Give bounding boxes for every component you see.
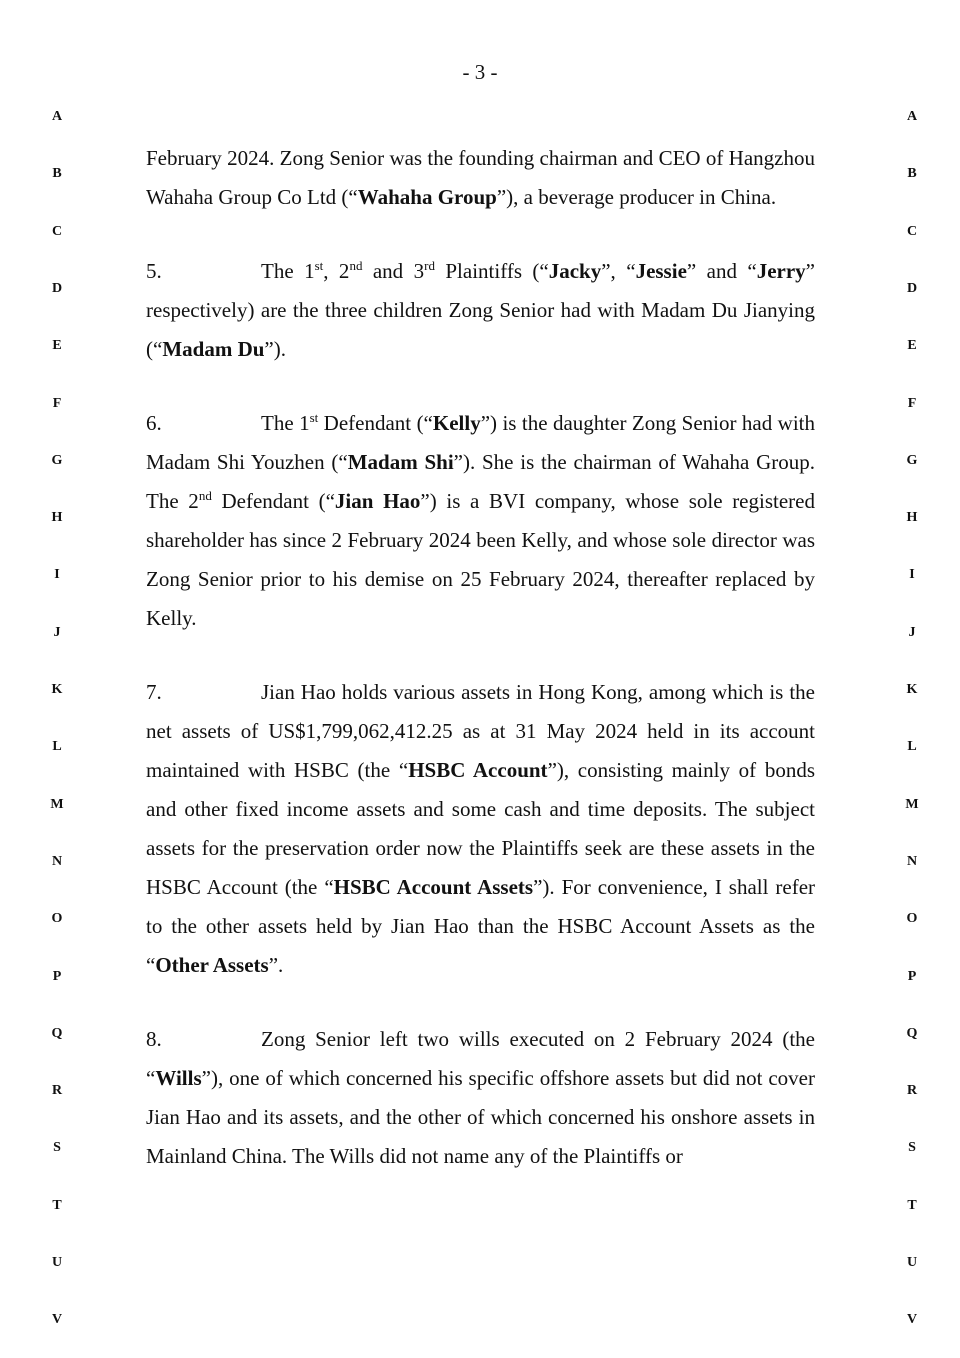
right-margin-letter-p: P — [907, 968, 917, 984]
left-margin-letter-c: C — [51, 223, 63, 239]
left-margin-letter-d: D — [51, 280, 63, 296]
left-margin-letter-m: M — [50, 796, 64, 812]
paragraph-text: ”, “ — [601, 259, 636, 283]
page-number: - 3 - — [462, 60, 498, 84]
right-margin-letter-g: G — [906, 452, 918, 468]
paragraph-text: Defendant (“ — [211, 489, 335, 513]
paragraph-text: Plaintiffs (“ — [434, 259, 549, 283]
left-margin-letter-o: O — [51, 911, 63, 927]
right-margin-letter-i: I — [909, 567, 915, 583]
ordinal-suffix: st — [309, 410, 319, 425]
defined-term: Jian Hao — [334, 489, 421, 513]
ordinal-suffix: rd — [424, 258, 435, 273]
paragraph-8 — [146, 1020, 815, 1176]
paragraph-text: ” and “ — [686, 259, 757, 283]
left-margin-letters — [42, 0, 72, 1358]
right-margin-letter-v: V — [906, 1312, 918, 1328]
defined-term: HSBC Account — [408, 758, 548, 782]
left-margin-letter-e: E — [52, 338, 62, 354]
paragraph-text: The 1 — [261, 259, 315, 283]
right-margin-letter-o: O — [906, 911, 918, 927]
defined-term: Kelly — [432, 411, 481, 435]
right-margin-letter-a: A — [906, 109, 918, 124]
right-margin-letter-u: U — [906, 1255, 918, 1270]
right-margin-letter-s: S — [908, 1140, 916, 1156]
ordinal-suffix: nd — [198, 488, 212, 503]
paragraph-5 — [146, 252, 815, 369]
left-margin-letter-i: I — [54, 567, 60, 583]
paragraph-text: The 1 — [261, 411, 310, 435]
paragraph-number: 7. — [146, 680, 162, 704]
right-margin-letter-r: R — [906, 1083, 918, 1099]
right-margin-letter-j: J — [908, 624, 916, 640]
right-margin-letter-d: D — [906, 280, 918, 296]
left-margin-letter-h: H — [51, 510, 63, 526]
right-margin-letter-c: C — [906, 223, 918, 239]
left-margin-letter-l: L — [52, 739, 62, 755]
left-margin-letter-k: K — [51, 682, 63, 697]
left-margin-letter-n: N — [51, 853, 63, 869]
paragraph-text: ”). For convenience, I shall refer to the other assets held by Jian Hao than the HSBC Account Assets as the “ — [146, 875, 816, 977]
right-margin-letter-b: B — [907, 166, 917, 182]
defined-term: Jacky — [548, 259, 602, 283]
left-margin-letter-t: T — [52, 1197, 62, 1213]
paragraph-text: Defendant (“ — [318, 411, 433, 435]
paragraph-text: ”) is a BVI company, whose sole registered shareholder has since 2 February 2024 been Kelly, and whose sole director was Zong Senior prior to his demise on 25 February 2024, thereafter replaced by Kelly. — [146, 489, 815, 630]
left-margin-letter-r: R — [51, 1083, 63, 1099]
judgment-body — [146, 139, 815, 1176]
left-margin-letter-s: S — [53, 1140, 61, 1156]
right-margin-letter-q: Q — [906, 1025, 918, 1041]
paragraph-text: ”). She is the chairman of Wahaha Group. The 2 — [146, 450, 815, 513]
defined-term: Madam Shi — [347, 450, 454, 474]
defined-term: Wills — [155, 1066, 202, 1090]
paragraph-text: and 3 — [362, 259, 425, 283]
right-margin-letter-e: E — [907, 338, 917, 354]
paragraph-number: 8. — [146, 1027, 162, 1051]
paragraph-text: Jian Hao holds various assets in Hong Kong, among which is the net assets of US$1,799,062,412.25 as at 31 May 2024 held in its account maintained with HSBC (the “ — [146, 680, 815, 782]
paragraph-text: ”), a beverage producer in China. — [496, 185, 777, 209]
left-margin-letter-g: G — [51, 452, 63, 468]
right-margin-letter-k: K — [906, 682, 918, 697]
right-margin-letter-t: T — [907, 1197, 917, 1213]
left-margin-letter-j: J — [53, 624, 61, 640]
paragraph-text: ”). — [264, 337, 286, 361]
right-margin-letter-n: N — [906, 853, 918, 869]
right-margin-letter-m: M — [905, 796, 919, 812]
paragraph-7 — [146, 673, 815, 985]
defined-term: Wahaha Group — [357, 185, 497, 209]
paragraph-text: ”), consisting mainly of bonds and other fixed income assets and some cash and time deposits. The subject assets for the preservation order now the Plaintiffs seek are these assets in the HSBC Account (the “ — [146, 758, 816, 899]
defined-term: Jerry — [756, 259, 806, 283]
defined-term: HSBC Account Assets — [333, 875, 534, 899]
paragraph-text: ”), one of which concerned his specific offshore assets but did not cover Jian Hao and its assets, and the other of which concerned his onshore assets in Mainland China. The Wills did not name any of the Plaintiffs or — [146, 1066, 815, 1168]
paragraph-text: February 2024. Zong Senior was the founding chairman and CEO of Hangzhou Wahaha Group Co Ltd (“ — [146, 146, 815, 209]
paragraph-text: ”. — [268, 953, 284, 977]
paragraph-number: 6. — [146, 411, 162, 435]
paragraph-continued — [146, 139, 815, 217]
left-margin-letter-v: V — [51, 1312, 63, 1328]
left-margin-letter-p: P — [52, 968, 62, 984]
ordinal-suffix: nd — [349, 258, 363, 273]
paragraph-6 — [146, 404, 815, 638]
left-margin-letter-u: U — [51, 1255, 63, 1270]
defined-term: Other Assets — [155, 953, 269, 977]
left-margin-letter-q: Q — [51, 1025, 63, 1041]
left-margin-letter-b: B — [52, 166, 62, 182]
ordinal-suffix: st — [314, 258, 324, 273]
paragraph-text: , 2 — [323, 259, 350, 283]
paragraph-number: 5. — [146, 259, 162, 283]
left-margin-letter-a: A — [51, 109, 63, 124]
paragraph-text: Zong Senior left two wills executed on 2 February 2024 (the “ — [146, 1027, 815, 1090]
paragraph-text: ” respectively) are the three children Zong Senior had with Madam Du Jianying (“ — [146, 259, 815, 361]
defined-term: Jessie — [635, 259, 687, 283]
right-margin-letter-l: L — [907, 739, 917, 755]
right-margin-letters — [897, 0, 927, 1358]
right-margin-letter-h: H — [906, 510, 918, 526]
paragraph-text: ”) is the daughter Zong Senior had with Madam Shi Youzhen (“ — [146, 411, 815, 474]
right-margin-letter-f: F — [907, 395, 917, 411]
defined-term: Madam Du — [162, 337, 265, 361]
left-margin-letter-f: F — [52, 395, 62, 411]
